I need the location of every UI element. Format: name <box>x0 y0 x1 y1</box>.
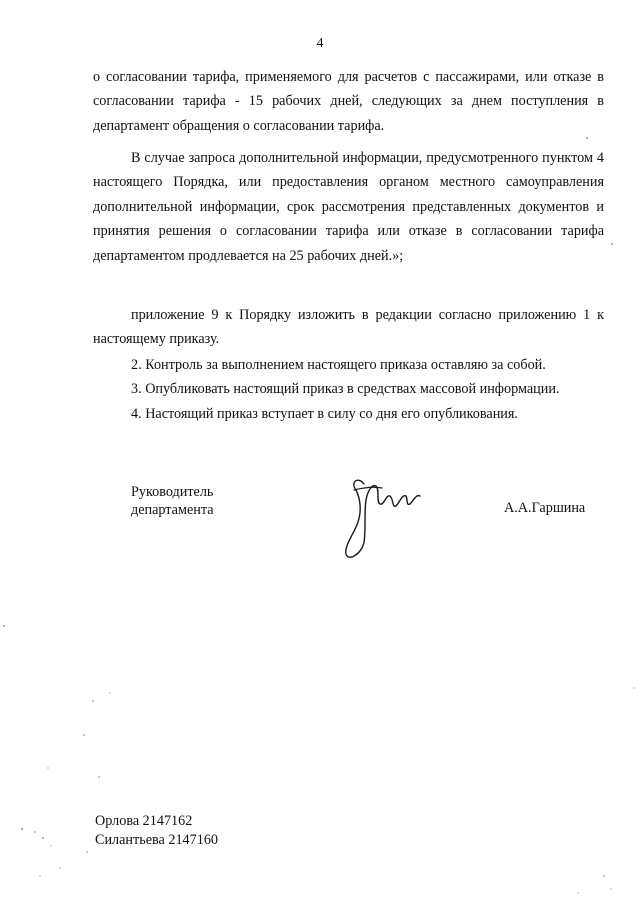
paragraph-text: приложение 9 к Порядку изложить в редакции согласно приложению 1 к настоящему приказу. <box>93 307 604 348</box>
contact-line: Орлова 2147162 <box>95 813 193 829</box>
order-item-4: 4. Настоящий приказ вступает в силу со дня его опубликования. <box>131 406 518 422</box>
signatory-title-line: департамента <box>131 502 214 518</box>
paragraph-tariff-deadline <box>93 65 604 138</box>
order-item-2: 2. Контроль за выполнением настоящего приказа оставляю за собой. <box>131 357 546 373</box>
signatory-name: А.А.Гаршина <box>504 500 586 516</box>
order-item-3: 3. Опубликовать настоящий приказ в средствах массовой информации. <box>131 381 560 397</box>
handwritten-signature <box>336 470 426 562</box>
contact-line: Силантьева 2147160 <box>95 832 219 848</box>
paragraph-extension <box>93 146 604 268</box>
signatory-title <box>131 483 214 519</box>
paragraph-text: о согласовании тарифа, применяемого для расчетов с пассажирами, или отказе в согласовании тарифа - 15 рабочих дней, следующих за днем поступления в департамент обращения о согласовании тарифа. <box>93 69 604 134</box>
paragraph-appendix <box>93 303 604 352</box>
signatory-title-line: Руководитель <box>131 484 214 500</box>
contact-list <box>95 812 218 850</box>
paragraph-text: В случае запроса дополнительной информации, предусмотренного пунктом 4 настоящего Порядка, или предоставления органом местного самоуправления дополнительной информации, срок рассмотрения представленных документов и принятия решения о согласовании тарифа или отказе в согласовании тарифа департаментом продлевается на 25 рабочих дней.»; <box>93 150 604 264</box>
page-number: 4 <box>316 36 324 51</box>
